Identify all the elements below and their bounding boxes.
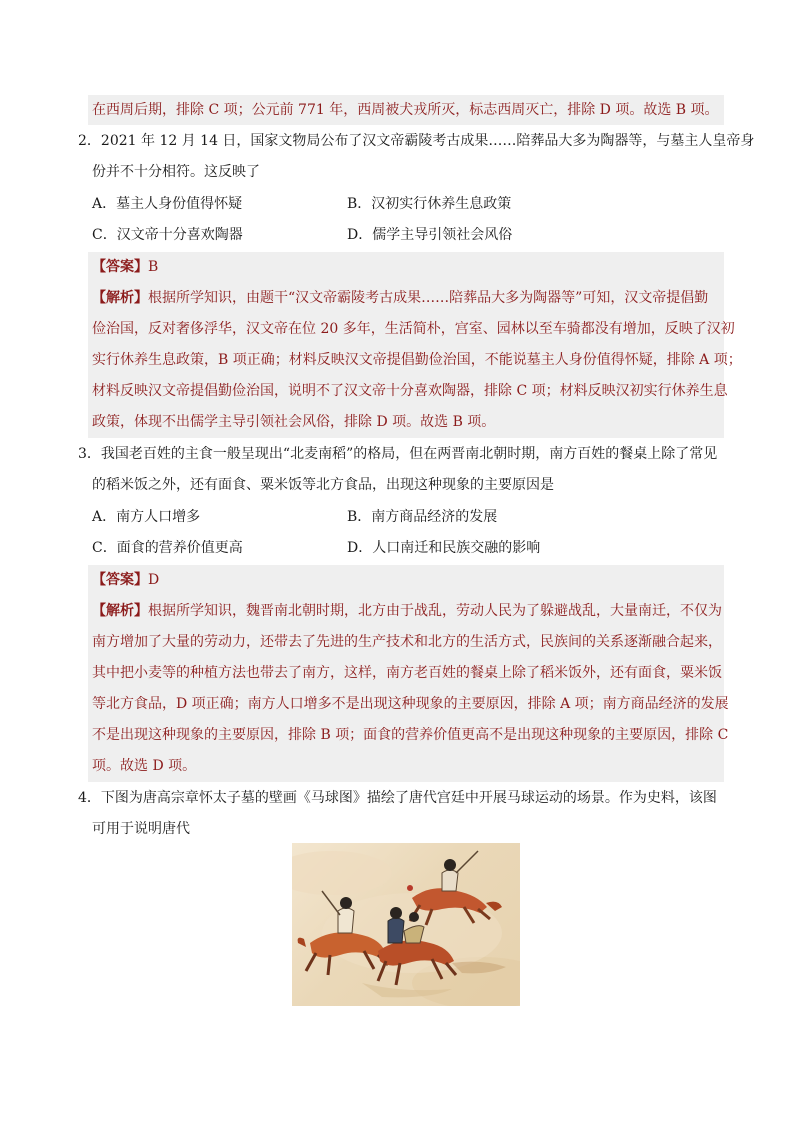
- polo-mural-image: [292, 843, 520, 1006]
- q2-answer-shade: [88, 252, 742, 438]
- q1-analysis-tail: 在西周后期，排除 C 项；公元前 771 年，西周被犬戎所灭，标志西周灭亡，排除 D 项。故选 B 项。: [92, 102, 719, 118]
- q2-number: 2．: [78, 133, 101, 149]
- q2-analysis-label: 【解析】: [92, 290, 148, 306]
- q2-option-a: A．墓主人身份值得怀疑: [92, 196, 243, 212]
- q3-number: 3．: [78, 446, 101, 462]
- q2-analysis-text1: 根据所学知识，由题干“汉文帝霸陵考古成果……陪葬品大多为陶器等”可知，汉文帝提倡勤: [148, 290, 709, 306]
- q3-analysis-text1: 根据所学知识，魏晋南北朝时期，北方由于战乱，劳动人民为了躲避战乱，大量南迁，不仅为: [148, 603, 722, 619]
- q2-analysis-line5: 政策，体现不出儒学主导引领社会风俗，排除 D 项。故选 B 项。: [92, 414, 496, 430]
- q3-stem-line2: 的稻米饭之外，还有面食、粟米饭等北方食品，出现这种现象的主要原因是: [92, 477, 554, 493]
- q3-answer-label: 【答案】: [92, 572, 148, 588]
- q2-option-d: D．儒学主导引领社会风俗: [347, 227, 513, 243]
- q3-analysis-line6: 项。故选 D 项。: [92, 758, 197, 774]
- q4-stem-line1: [78, 788, 717, 808]
- q2-analysis-line1: [92, 288, 722, 308]
- q3-option-b: B．南方商品经济的发展: [347, 509, 498, 525]
- q3-answer-value: D: [148, 572, 160, 588]
- q3-analysis-line2: 南方增加了大量的劳动力，还带去了先进的生产技术和北方的生活方式，民族间的关系逐渐融合起来，: [92, 634, 722, 650]
- q4-number: 4．: [78, 790, 101, 806]
- q3-answer: [92, 570, 722, 590]
- q2-option-b: B．汉初实行休养生息政策: [347, 196, 512, 212]
- q3-option-a: A．南方人口增多: [92, 509, 201, 525]
- q3-analysis-label: 【解析】: [92, 603, 148, 619]
- q2-analysis-line3: 实行休养生息政策，B 项正确；材料反映汉文帝提倡勤俭治国，不能说墓主人身份值得怀疑，排除 A 项；: [92, 352, 742, 368]
- q2-analysis-line2: 俭治国，反对奢侈浮华，汉文帝在位 20 多年，生活简朴，宫室、园林以至车骑都没有增加，反映了汉初: [92, 321, 735, 337]
- q2-answer-value: B: [148, 259, 159, 275]
- q2-stem-text1: 2021 年 12 月 14 日，国家文物局公布了汉文帝霸陵考古成果……陪葬品大多为陶器等，与墓主人皇帝身: [100, 133, 755, 149]
- q4-stem-line2: 可用于说明唐代: [92, 821, 190, 837]
- q3-analysis-line1: [92, 601, 722, 621]
- q3-stem-text1: 我国老百姓的主食一般呈现出“北麦南稻”的格局，但在两晋南北朝时期，南方百姓的餐桌上除了常见: [100, 446, 718, 462]
- q3-analysis-line3: 其中把小麦等的种植方法也带去了南方，这样，南方老百姓的餐桌上除了稻米饭外，还有面食，粟米饭: [92, 665, 722, 681]
- q2-option-c: C．汉文帝十分喜欢陶器: [92, 227, 243, 243]
- q3-stem-line1: [78, 444, 718, 464]
- polo-mural-illustration: [292, 843, 520, 1006]
- q2-answer: [92, 257, 722, 277]
- q3-option-d: D．人口南迁和民族交融的影响: [347, 540, 541, 556]
- q3-analysis-line5: 不是出现这种现象的主要原因，排除 B 项；面食的营养价值更高不是出现这种现象的主要原因，排除 C: [92, 727, 729, 743]
- q3-analysis-line4: 等北方食品，D 项正确；南方人口增多不是出现这种现象的主要原因，排除 A 项；南方商品经济的发展: [92, 696, 729, 712]
- q4-stem-text1: 下图为唐高宗章怀太子墓的壁画《马球图》描绘了唐代宫廷中开展马球运动的场景。作为史料，该图: [100, 790, 717, 806]
- q2-stem-line2: 份并不十分相符。这反映了: [92, 164, 260, 180]
- q3-option-c: C．面食的营养价值更高: [92, 540, 243, 556]
- q2-analysis-line4: 材料反映汉文帝提倡勤俭治国，说明不了汉文帝十分喜欢陶器，排除 C 项；材料反映汉初实行休养生息: [92, 383, 728, 399]
- q2-stem-line1: [78, 131, 755, 151]
- q2-answer-label: 【答案】: [92, 259, 148, 275]
